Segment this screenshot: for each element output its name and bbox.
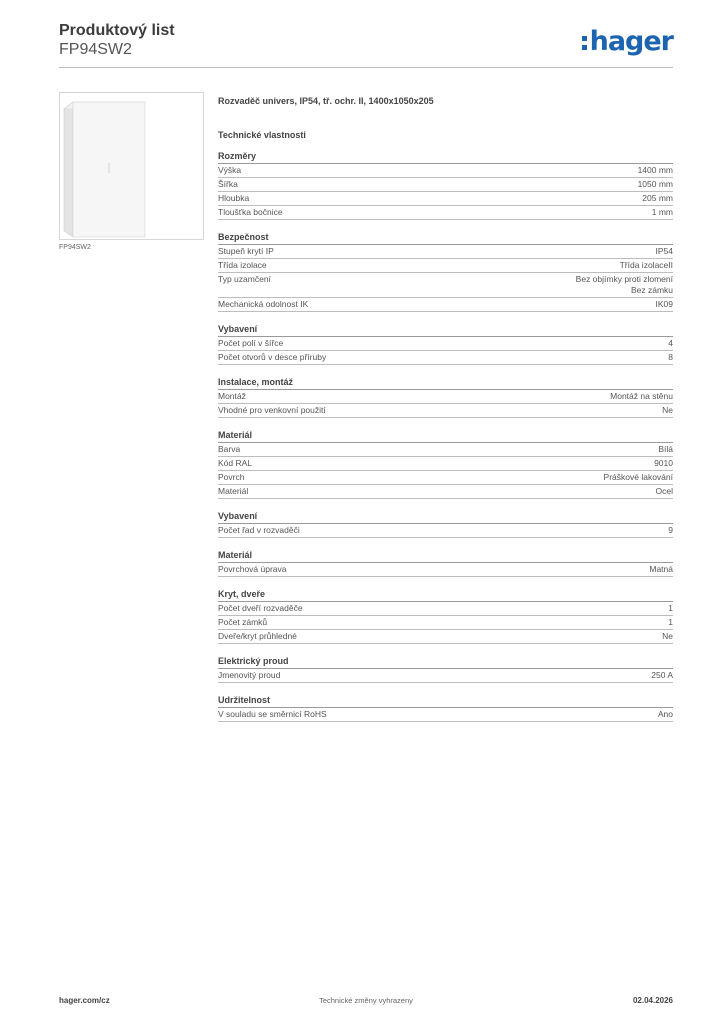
spec-label: Kód RAL [218,458,253,468]
header-divider [59,67,673,68]
spec-value [662,405,673,416]
spec-value-line: 1 [668,617,673,627]
section-title: Kryt, dveře [218,589,673,602]
spec-row [218,669,673,683]
section-title: Rozměry [218,151,673,164]
spec-label: V souladu se směrnicí RoHS [218,709,327,719]
spec-value-line: 1400 mm [637,165,673,175]
spec-label: Typ uzamčení [218,274,271,284]
spec-value-line: Práškové lakování [603,472,673,482]
spec-value [662,631,673,642]
spec-label: Jmenovitý proud [218,670,281,680]
spec-value [610,391,673,402]
section-title: Bezpečnost [218,232,673,245]
spec-value-line: 9010 [654,458,673,468]
section-title: Udržitelnost [218,695,673,708]
spec-label: Tloušťka bočnice [218,207,283,217]
spec-value-line: 8 [668,352,673,362]
spec-value [656,299,674,310]
spec-value-line: Ne [662,405,673,415]
page-header [59,22,673,59]
spec-label: Mechanická odolnost IK [218,299,309,309]
spec-value [668,352,673,363]
spec-label: Povrchová úprava [218,564,287,574]
spec-label: Počet dveří rozvaděče [218,603,303,613]
spec-section [218,589,673,644]
spec-value [652,207,673,218]
spec-label: Třída izolace [218,260,267,270]
spec-value-line: Montáž na stěnu [610,391,673,401]
spec-label: Barva [218,444,241,454]
spec-value-line: 1 [668,603,673,613]
product-image [59,92,204,240]
spec-label: Stupeň krytí IP [218,246,274,256]
spec-row [218,390,673,404]
spec-value-line: Ocel [655,486,673,496]
spec-section [218,377,673,418]
document-title: Produktový list [59,22,175,39]
spec-row [218,524,673,538]
spec-value-line: 1 mm [651,207,673,217]
section-title: Instalace, montáž [218,377,673,390]
spec-row [218,485,673,499]
spec-row [218,298,673,312]
spec-label: Počet řad v rozvaděči [218,525,300,535]
spec-row [218,337,673,351]
spec-row [218,457,673,471]
spec-value-line: Bílá [658,444,673,454]
spec-value [642,193,673,204]
spec-value-line: Třída izolaceII [619,260,673,270]
spec-value-line: 9 [668,525,673,535]
spec-label: Materiál [218,486,249,496]
image-caption: FP94SW2 [59,244,91,251]
spec-value [658,709,673,720]
spec-label: Počet zámků [218,617,268,627]
spec-value-line: Bez zámku [630,285,673,295]
spec-value [668,338,673,349]
spec-value-line: 1050 mm [637,179,673,189]
spec-row [218,273,673,298]
section-title: Vybavení [218,511,673,524]
spec-value-line: Ne [662,631,673,641]
spec-row [218,245,673,259]
spec-label: Vhodné pro venkovní použití [218,405,326,415]
footer-note: Technické změny vyhrazeny [319,996,413,1005]
spec-value [649,564,673,575]
spec-label: Montáž [218,391,246,401]
product-description: Rozvaděč univers, IP54, tř. ochr. II, 1400x1050x205 [218,96,434,106]
spec-value [656,246,674,257]
spec-row [218,602,673,616]
logo-colon-icon [581,30,589,52]
spec-value-line: IP54 [655,246,673,256]
spec-row [218,443,673,457]
technical-properties-title: Technické vlastnosti [218,130,306,140]
spec-section [218,324,673,365]
spec-label: Hloubka [218,193,250,203]
product-details [218,96,673,734]
spec-value [668,617,673,628]
spec-section [218,430,673,499]
spec-section [218,511,673,538]
spec-value [604,472,673,483]
spec-value-line: Ano [657,709,673,719]
spec-section [218,550,673,577]
spec-value-line: 4 [668,338,673,348]
spec-label: Výška [218,165,242,175]
spec-section [218,151,673,220]
spec-value-line: IK09 [655,299,673,309]
spec-value-line: 205 mm [642,193,673,203]
spec-label: Dveře/kryt průhledné [218,631,297,641]
spec-row [218,351,673,365]
hager-logo[interactable] [581,26,673,57]
spec-value [658,444,673,455]
spec-label: Šířka [218,179,238,189]
spec-value [656,486,673,497]
spec-row [218,404,673,418]
spec-label: Počet polí v šířce [218,338,284,348]
spec-row [218,616,673,630]
logo-text: hager [589,26,673,57]
section-title: Materiál [218,550,673,563]
spec-sections [218,151,673,722]
enclosure-illustration [60,93,203,239]
footer-date: 02.04.2026 [632,996,673,1005]
spec-row [218,178,673,192]
spec-value [654,458,673,469]
spec-value [620,260,673,271]
section-title: Materiál [218,430,673,443]
section-title: Elektrický proud [218,656,673,669]
spec-value [651,670,673,681]
spec-value [576,274,673,296]
spec-section [218,695,673,722]
spec-label: Povrch [218,472,245,482]
spec-value-line: 250 A [651,670,673,680]
spec-label: Počet otvorů v desce příruby [218,352,327,362]
spec-section [218,232,673,312]
spec-row [218,471,673,485]
spec-row [218,259,673,273]
spec-value [668,525,673,536]
spec-value [638,165,673,176]
footer-website-link[interactable]: hager.com/cz [59,996,110,1005]
product-code: FP94SW2 [59,41,132,58]
spec-value-line: Bez objímky proti zlomení [575,274,673,284]
spec-section [218,656,673,683]
spec-row [218,206,673,220]
spec-row [218,192,673,206]
spec-row [218,164,673,178]
page-footer [59,996,673,1008]
spec-row [218,708,673,722]
spec-value [668,603,673,614]
spec-row [218,563,673,577]
spec-value [638,179,673,190]
section-title: Vybavení [218,324,673,337]
spec-value-line: Matná [649,564,673,574]
spec-row [218,630,673,644]
